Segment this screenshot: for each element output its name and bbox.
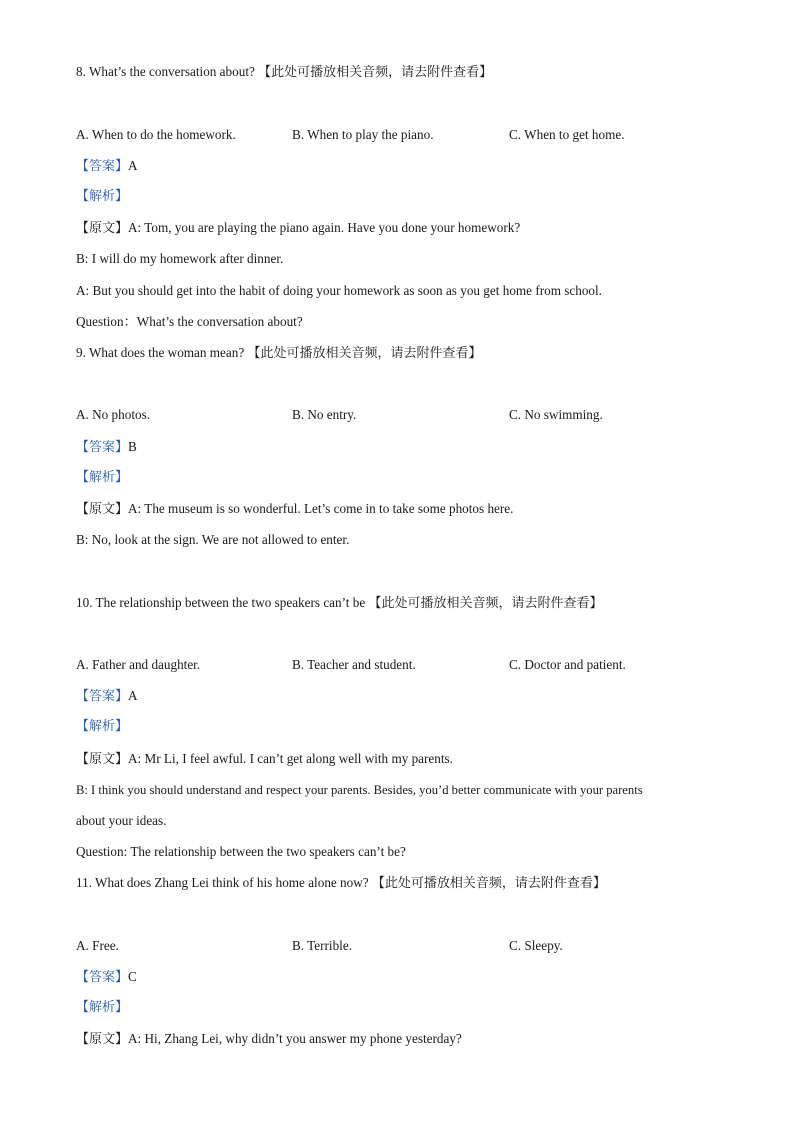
- answer-label: 【答案】: [76, 689, 129, 704]
- audio-note[interactable]: 【此处可播放相关音频，请去附件查看】: [247, 346, 482, 361]
- answer-label: 【答案】: [76, 970, 129, 985]
- q10-analysis-label: 【解析】: [76, 719, 129, 734]
- q9-option-c: C. No swimming.: [509, 407, 603, 422]
- q10-transcript-question: Question: The relationship between the two speakers can’t be?: [76, 844, 406, 859]
- transcript-text: A: The museum is so wonderful. Let’s come in to take some photos here.: [128, 501, 514, 516]
- q9-answer: [76, 438, 137, 457]
- q8-answer: [76, 157, 138, 176]
- q8-option-c: C. When to get home.: [509, 127, 625, 142]
- original-label: 【原文】: [76, 221, 129, 236]
- audio-note[interactable]: 【此处可播放相关音频，请去附件查看】: [371, 876, 606, 891]
- q8-option-b: B. When to play the piano.: [292, 127, 434, 142]
- q9-option-b: B. No entry.: [292, 407, 357, 422]
- answer-value: A: [128, 688, 138, 703]
- transcript-text: A: Tom, you are playing the piano again. Have you done your homework?: [128, 220, 521, 235]
- answer-value: B: [128, 439, 137, 454]
- q11-option-b: B. Terrible.: [292, 938, 352, 953]
- q11-option-c: C. Sleepy.: [509, 938, 563, 953]
- original-label: 【原文】: [76, 502, 129, 517]
- audio-note[interactable]: 【此处可播放相关音频，请去附件查看】: [368, 596, 603, 611]
- question-10: [76, 594, 603, 613]
- original-label: 【原文】: [76, 752, 129, 767]
- q10-transcript-line-3: about your ideas.: [76, 813, 167, 828]
- question-10-text: 10. The relationship between the two speakers can’t be: [76, 595, 366, 610]
- q11-transcript-line-1: [76, 1030, 462, 1049]
- question-9-text: 9. What does the woman mean?: [76, 345, 245, 360]
- question-11: [76, 874, 606, 893]
- q10-answer: [76, 687, 138, 706]
- q10-option-b: B. Teacher and student.: [292, 657, 416, 672]
- audio-note[interactable]: 【此处可播放相关音频，请去附件查看】: [258, 65, 493, 80]
- q10-option-a: A. Father and daughter.: [76, 657, 201, 672]
- answer-value: A: [128, 158, 138, 173]
- transcript-text: A: Mr Li, I feel awful. I can’t get along well with my parents.: [128, 751, 453, 766]
- answer-value: C: [128, 969, 137, 984]
- q10-transcript-line-1: [76, 750, 453, 769]
- q9-analysis-label: 【解析】: [76, 470, 129, 485]
- q11-option-a: A. Free.: [76, 938, 119, 953]
- q8-transcript-question: Question：What’s the conversation about?: [76, 314, 303, 329]
- q11-answer: [76, 968, 137, 987]
- q8-analysis-label: 【解析】: [76, 189, 129, 204]
- transcript-text: A: Hi, Zhang Lei, why didn’t you answer my phone yesterday?: [128, 1031, 462, 1046]
- q10-transcript-line-2: B: I think you should understand and respect your parents. Besides, you’d better communicate with your parents: [76, 783, 643, 797]
- answer-label: 【答案】: [76, 440, 129, 455]
- q8-transcript-line-1: [76, 219, 520, 238]
- question-8-text: 8. What’s the conversation about?: [76, 64, 255, 79]
- q8-transcript-line-3: A: But you should get into the habit of doing your homework as soon as you get home from school.: [76, 283, 602, 298]
- q11-analysis-label: 【解析】: [76, 1000, 129, 1015]
- answer-label: 【答案】: [76, 159, 129, 174]
- q9-transcript-line-2: B: No, look at the sign. We are not allowed to enter.: [76, 532, 350, 547]
- q9-option-a: A. No photos.: [76, 407, 150, 422]
- question-9: [76, 344, 482, 363]
- q8-option-a: A. When to do the homework.: [76, 127, 236, 142]
- q8-transcript-line-2: B: I will do my homework after dinner.: [76, 251, 284, 266]
- original-label: 【原文】: [76, 1032, 129, 1047]
- q10-option-c: C. Doctor and patient.: [509, 657, 626, 672]
- q9-transcript-line-1: [76, 500, 513, 519]
- question-11-text: 11. What does Zhang Lei think of his home alone now?: [76, 875, 369, 890]
- question-8: [76, 63, 492, 82]
